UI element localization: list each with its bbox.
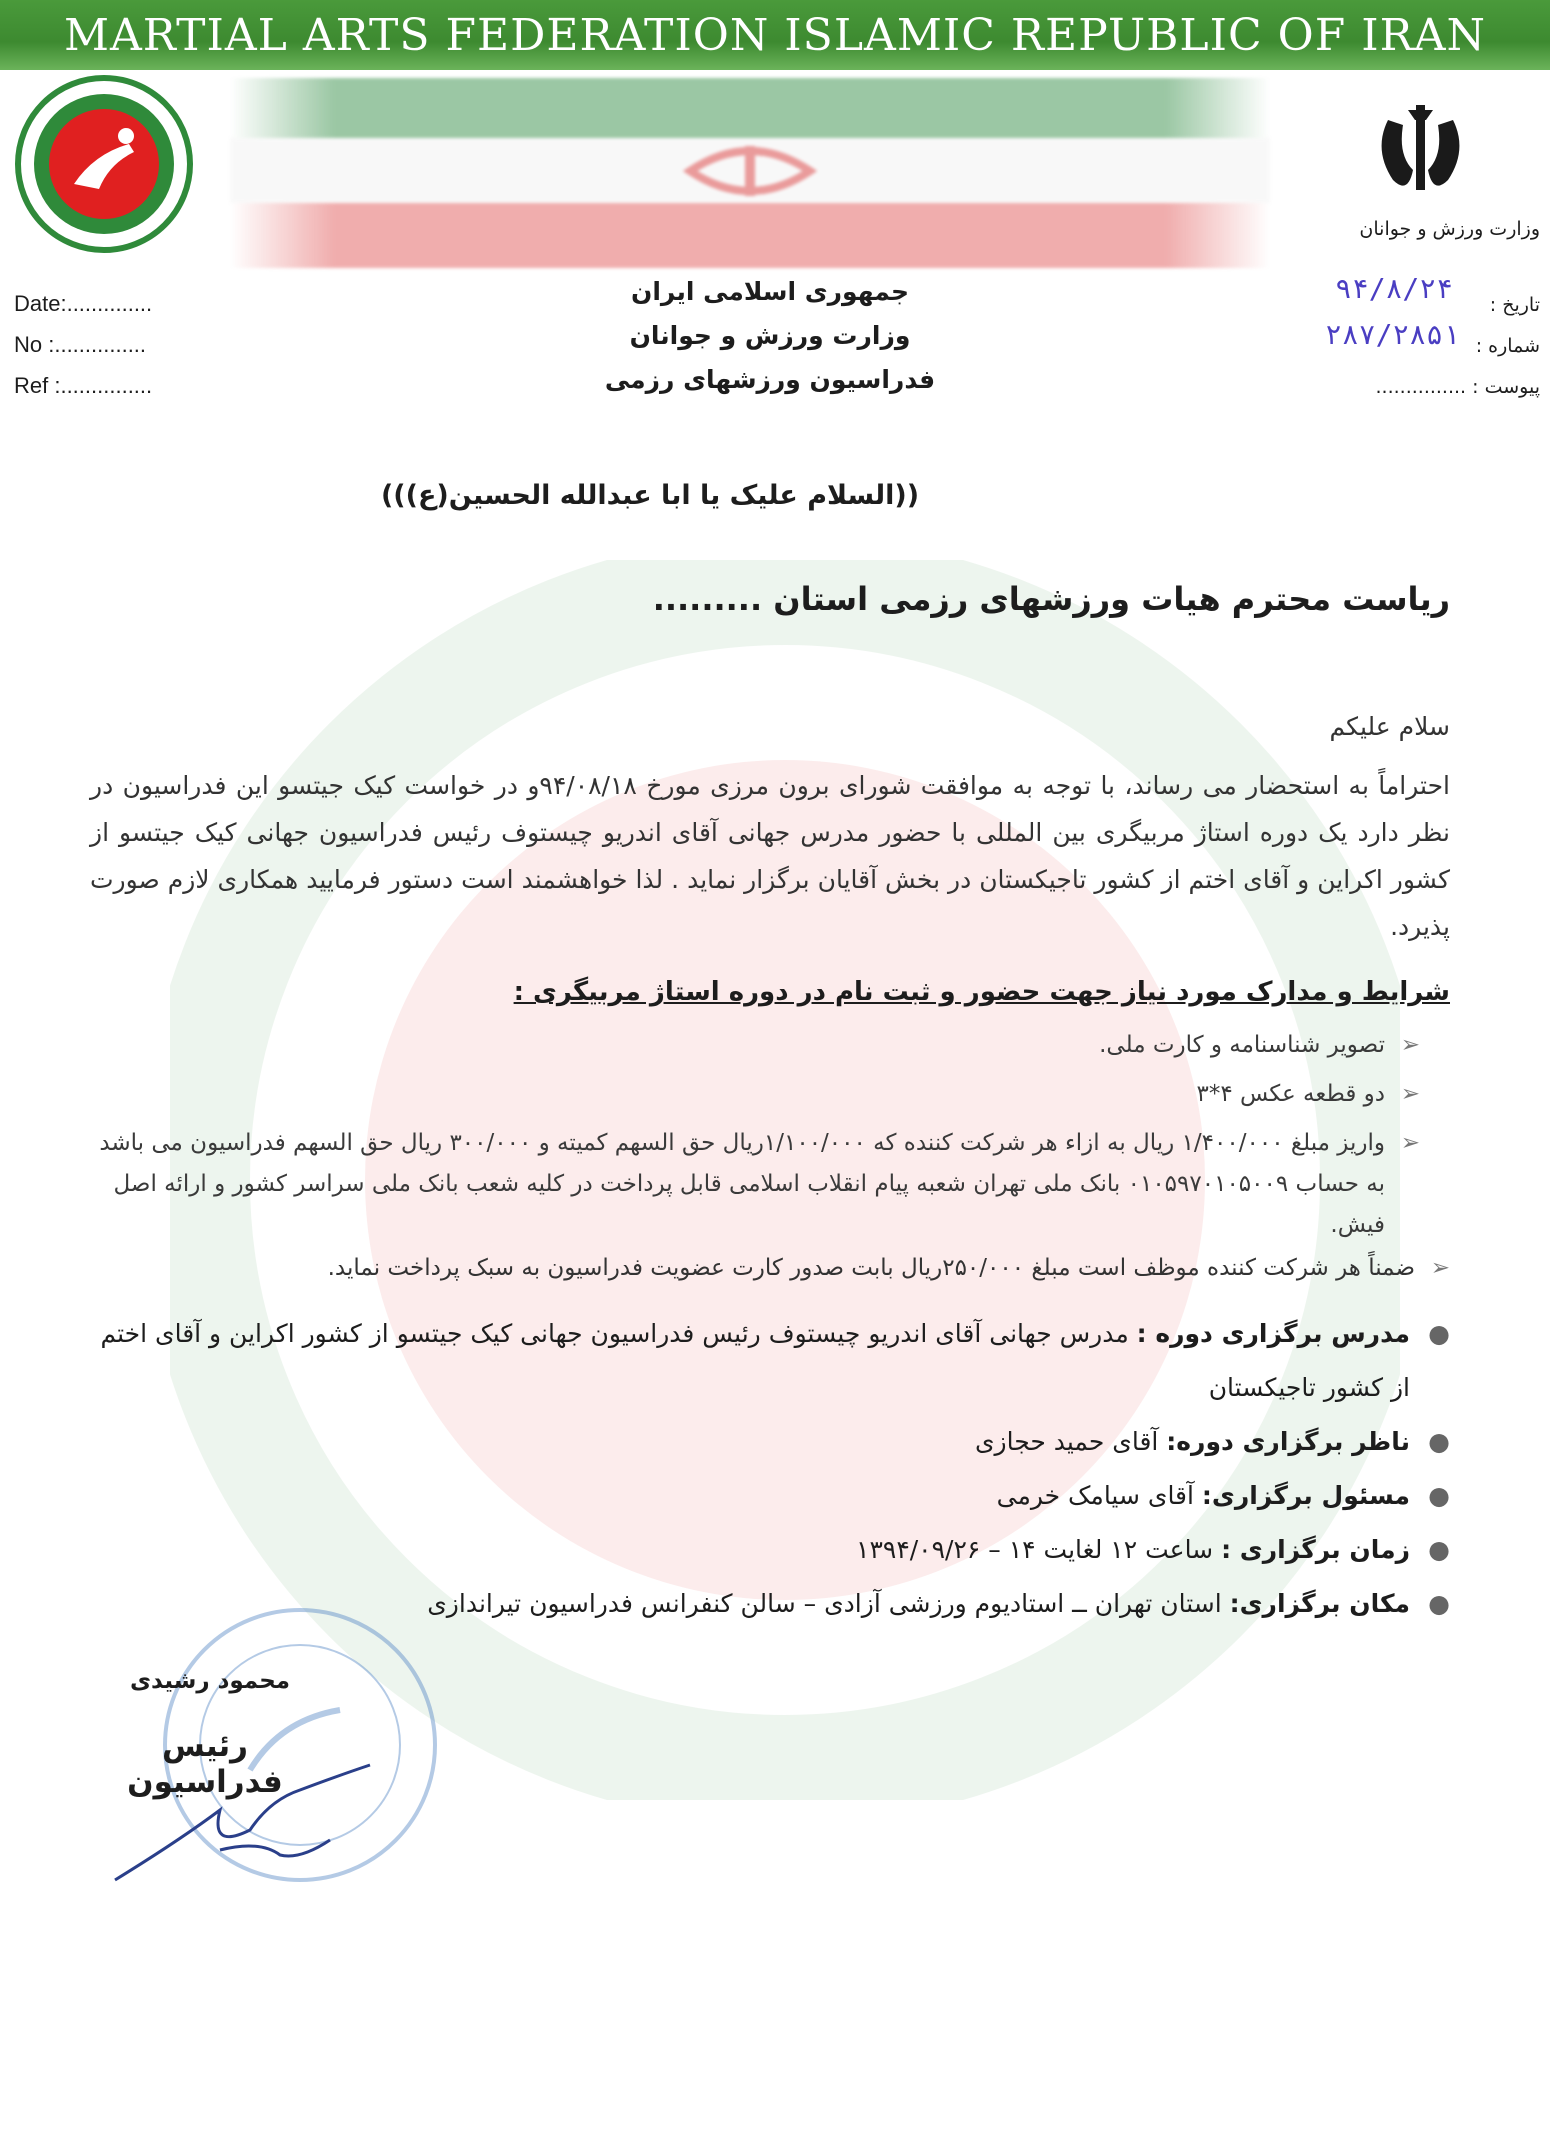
salutation: سلام علیکم: [1329, 712, 1450, 741]
arrow-bullet-icon: ➢: [1430, 1255, 1450, 1281]
bullet-icon: ●: [1428, 1535, 1450, 1564]
bullet-icon: ●: [1428, 1427, 1450, 1456]
date-label-fa: تاریخ :: [1489, 294, 1540, 316]
requirements-heading: شرایط و مدارک مورد نیاز جهت حضور و ثبت نام در دوره استاژ مربیگری :: [513, 977, 1450, 1007]
detail-item: ● ناظر برگزاری دوره: آقای حمید حجازی: [90, 1415, 1450, 1469]
requirement-item: ➢ دو قطعه عکس ۴*۳: [90, 1074, 1420, 1115]
bullet-icon: ●: [1428, 1481, 1450, 1510]
date-field-en: Date:..............: [14, 291, 153, 316]
arrow-bullet-icon: ➢: [1400, 1081, 1420, 1107]
letter-paragraph: احتراماً به استحضار می رساند، با توجه به موافقت شورای برون مرزی مورخ ۹۴/۰۸/۱۸و در خواست کیک جیتسو این فدراسیون در نظر دارد یک دوره استاژ مربیگری بین المللی با حضور مدرس جهانی آقای اندریو چیستوف رئیس فدراسیون جهانی کیک جیتسو از کشور اکراین و آقای اختم از کشور تاجیکستان در بخش آقایان برگزار نماید . لذا خواهشمند است دستور فرمایید همکاری لازم صورت پذیرد.: [90, 771, 1450, 941]
signer-name: محمود رشیدی: [129, 1668, 291, 1694]
bullet-icon: ●: [1428, 1319, 1450, 1348]
requirement-note: ➢ ضمناً هر شرکت کننده موظف است مبلغ ۲۵۰/۰۰۰ریال بابت صدور کارت عضویت فدراسیون به سبک پرداخت نماید.: [327, 1255, 1450, 1281]
iran-emblem-icon: [1368, 100, 1473, 200]
detail-item: ● زمان برگزاری : ساعت ۱۲ لغایت ۱۴ – ۱۳۹۴/۰۹/۲۶: [90, 1523, 1450, 1577]
letterhead-line-2: وزارت ورزش و جوانان: [629, 321, 911, 350]
signer-title: رئیس فدراسیون: [127, 1728, 283, 1800]
banner-title: MARTIAL ARTS FEDERATION ISLAMIC REPUBLIC OF IRAN: [63, 9, 1487, 61]
english-reference-fields: [14, 283, 152, 406]
requirements-list: [90, 1025, 1420, 1254]
handwritten-number: ۲۸۷/۲۸۵۱: [1325, 318, 1460, 351]
addressee: ریاست محترم هیات ورزشهای رزمی استان .........: [652, 580, 1450, 618]
flag-emblem-icon: [650, 141, 850, 201]
requirement-item: ➢ تصویر شناسنامه و کارت ملی.: [90, 1025, 1420, 1066]
religious-greeting: ((السلام علیک یا ابا عبدالله الحسین(ع))): [380, 480, 920, 511]
letterhead-line-3: فدراسیون ورزشهای رزمی: [604, 365, 936, 394]
handwritten-date: ۹۴/۸/۲۴: [1335, 272, 1454, 305]
detail-item: ● مدرس برگزاری دوره : مدرس جهانی آقای اندریو چیستوف رئیس فدراسیون جهانی کیک جیتسو از کشور اکراین و آقای اختم از کشور تاجیکستان: [90, 1307, 1450, 1415]
number-label-fa: شماره :: [1475, 335, 1540, 357]
course-details: [90, 1307, 1450, 1631]
attachment-field-fa: پیوست : ...............: [1375, 376, 1540, 398]
ministry-caption: وزارت ورزش و جوانان: [1359, 218, 1540, 240]
arrow-bullet-icon: ➢: [1400, 1032, 1420, 1058]
iran-flag-background: [230, 78, 1270, 268]
detail-item: ● مسئول برگزاری: آقای سیامک خرمی: [90, 1469, 1450, 1523]
requirement-item: ➢ واریز مبلغ ۱/۴۰۰/۰۰۰ ریال به ازاء هر شرکت کننده که ۱/۱۰۰/۰۰۰ریال حق السهم کمیته و ۳۰۰/۰۰۰ ریال حق السهم فدراسیون می باشد به حساب ۰۱۰۵۹۷۰۱۰۵۰۰۹ بانک ملی تهران شعبه پیام انقلاب اسلامی قابل پرداخت در کلیه شعب بانک ملی سراسر کشور و ارائه اصل فیش.: [90, 1123, 1420, 1246]
arrow-bullet-icon: ➢: [1400, 1130, 1420, 1156]
letterhead-line-1: جمهوری اسلامی ایران: [631, 277, 909, 306]
top-banner: [0, 0, 1550, 70]
bullet-icon: ●: [1428, 1589, 1450, 1618]
letterhead-center: [560, 270, 980, 402]
detail-item: ● مکان برگزاری: استان تهران ــ استادیوم ورزشی آزادی – سالن کنفرانس فدراسیون تیراندازی: [90, 1577, 1450, 1631]
handwritten-signature-icon: [100, 1720, 400, 1900]
federation-logo-icon: [14, 74, 194, 254]
number-field-en: No :...............: [14, 332, 147, 357]
ref-field-en: Ref :...............: [14, 373, 153, 398]
